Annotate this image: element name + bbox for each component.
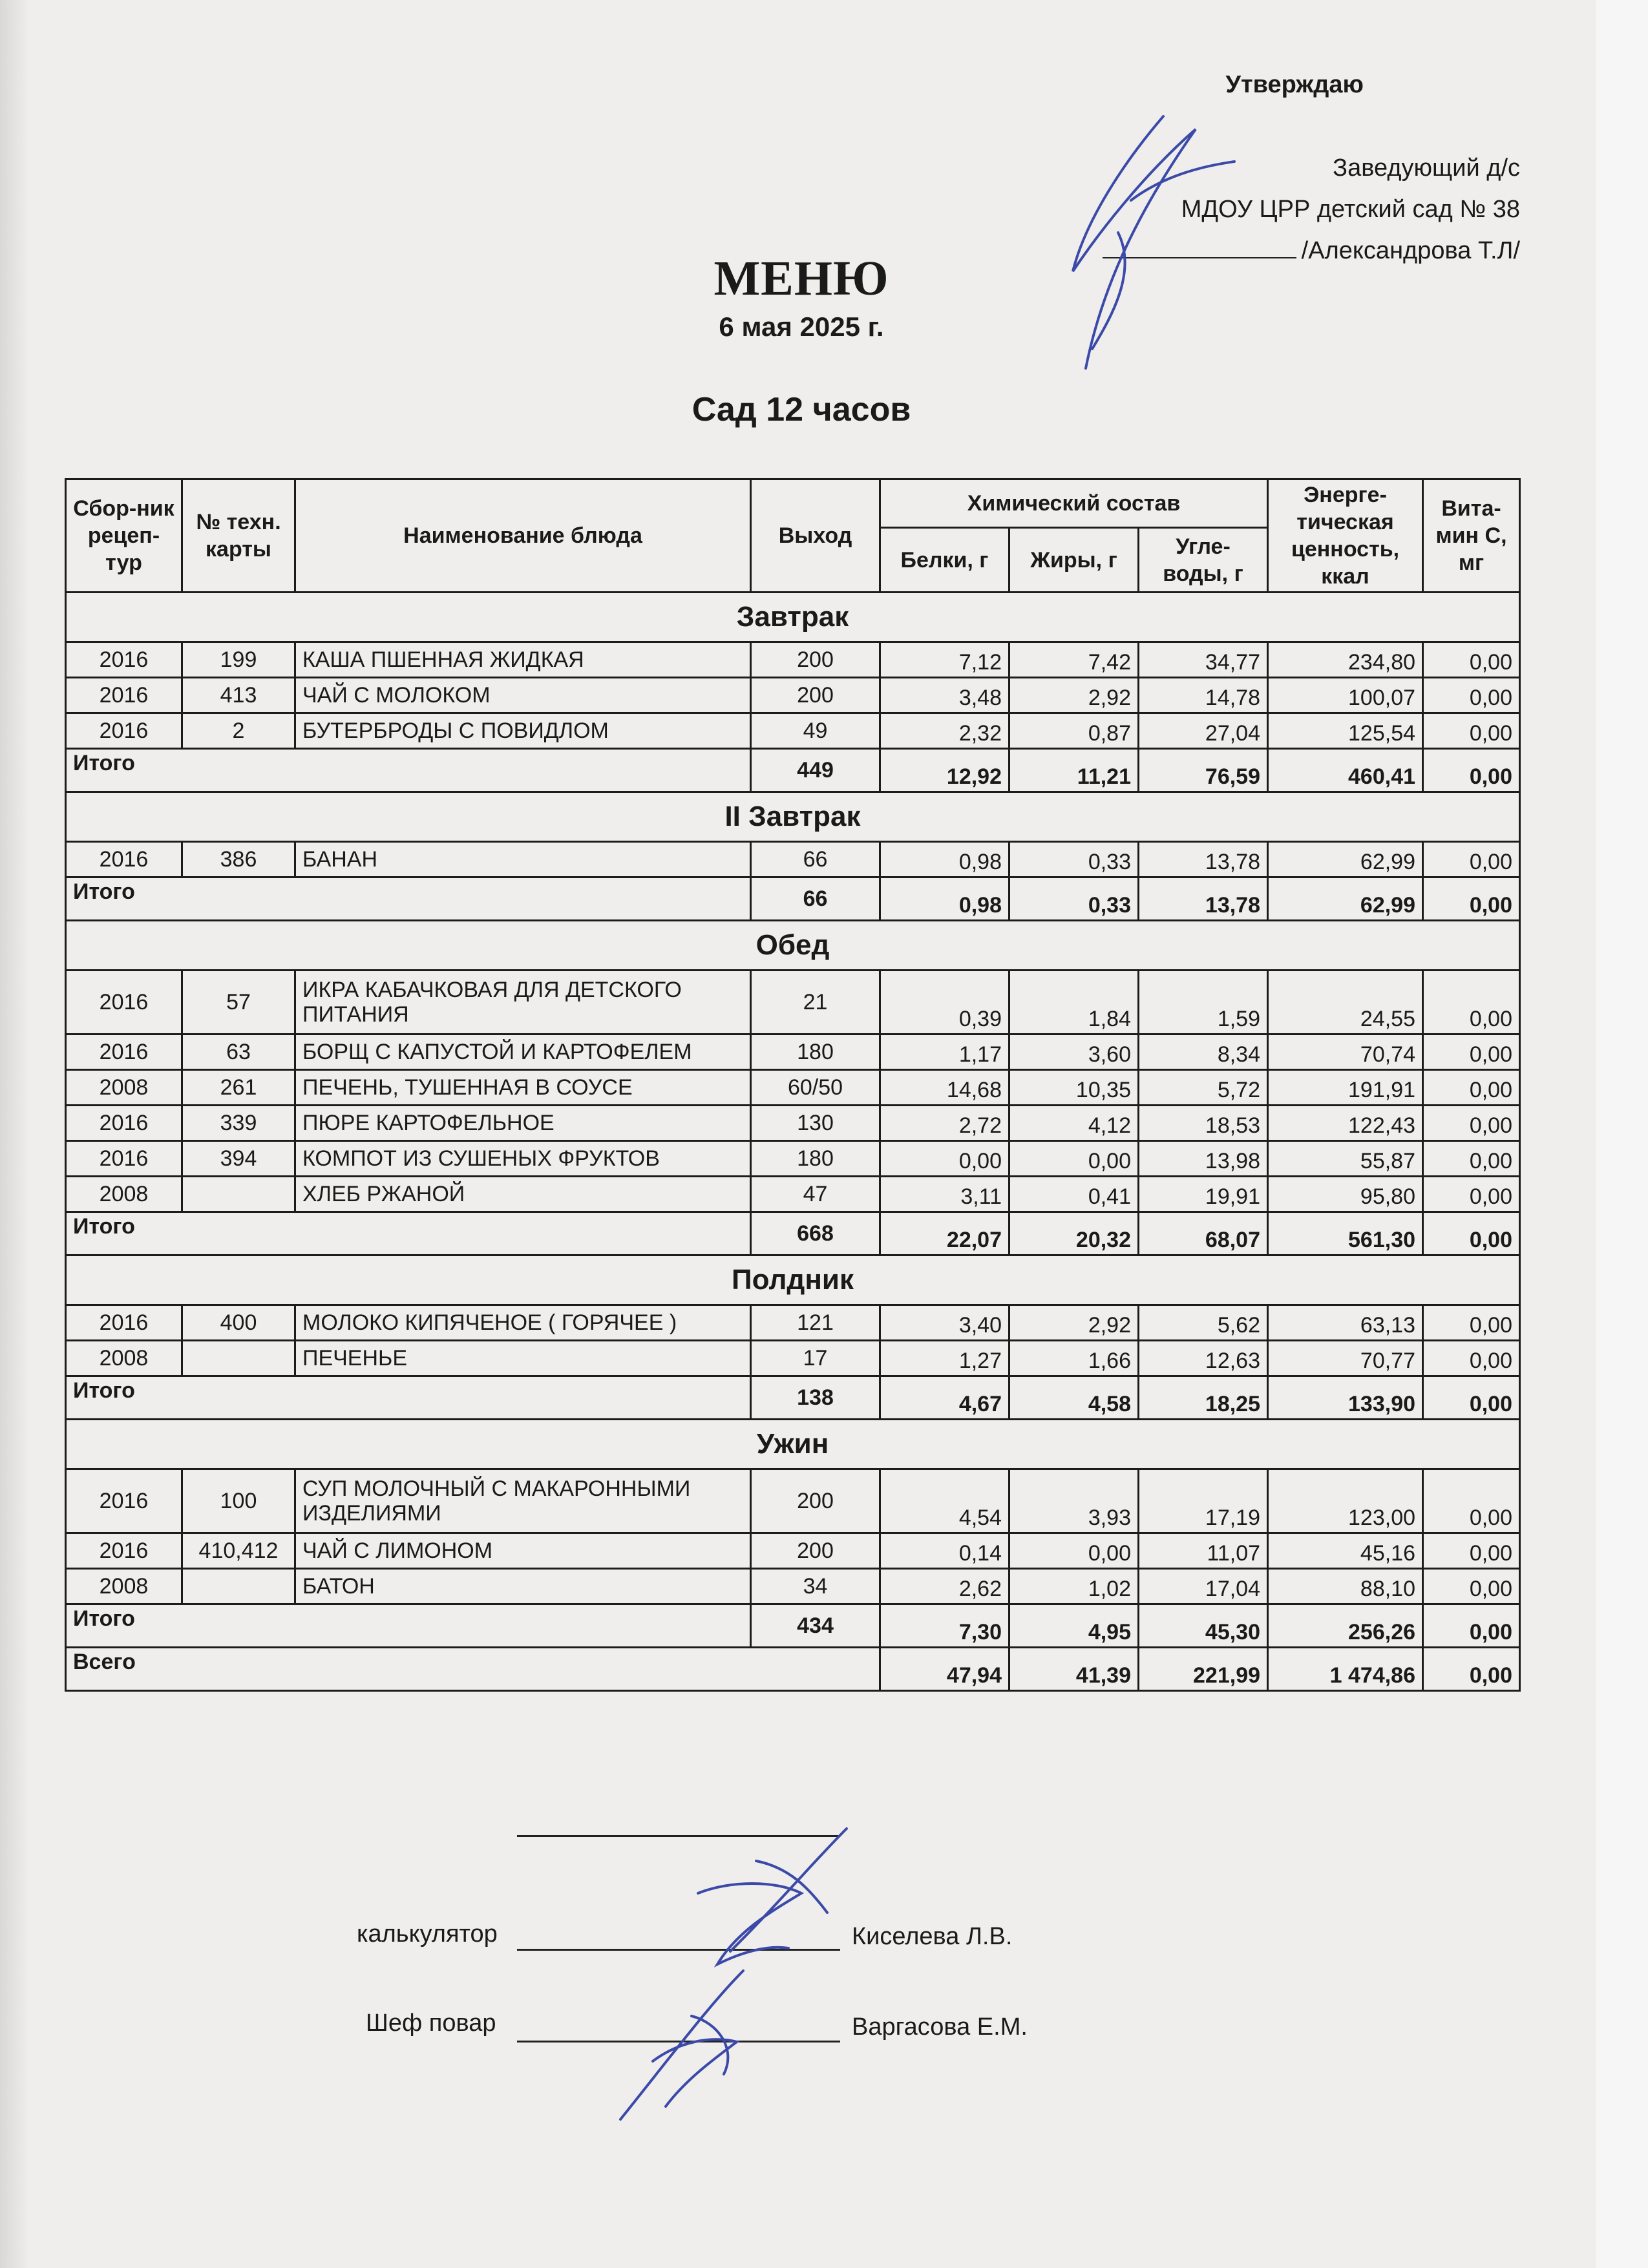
dish-name-cell: ИКРА КАБАЧКОВАЯ ДЛЯ ДЕТСКОГО ПИТАНИЯ <box>295 971 751 1034</box>
carbs-cell: 12,63 <box>1139 1341 1268 1376</box>
section-title: Обед <box>66 921 1520 971</box>
table-row <box>66 1106 1520 1141</box>
table-row <box>66 1305 1520 1341</box>
protein-cell: 3,40 <box>880 1305 1009 1341</box>
total-label: Итого <box>66 1376 751 1420</box>
page-title: МЕНЮ <box>713 251 889 306</box>
total-protein: 12,92 <box>880 749 1009 792</box>
vitamin-cell: 0,00 <box>1423 642 1520 678</box>
fat-cell: 1,84 <box>1009 971 1139 1034</box>
table-row <box>66 1141 1520 1177</box>
card-cell: 63 <box>182 1034 295 1070</box>
card-cell: 57 <box>182 971 295 1034</box>
total-protein: 7,30 <box>880 1604 1009 1648</box>
total-row <box>66 749 1520 792</box>
collection-cell: 2008 <box>66 1070 182 1106</box>
protein-cell: 0,98 <box>880 842 1009 877</box>
table-row <box>66 1070 1520 1106</box>
yield-cell: 130 <box>751 1106 880 1141</box>
grand-total-row <box>66 1648 1520 1691</box>
col-energy: Энерге-тическая ценность, ккал <box>1268 479 1423 593</box>
dish-name-cell: СУП МОЛОЧНЫЙ С МАКАРОННЫМИ ИЗДЕЛИЯМИ <box>295 1469 751 1533</box>
col-carbs: Угле-воды, г <box>1139 528 1268 593</box>
energy-cell: 88,10 <box>1268 1569 1423 1604</box>
card-cell: 100 <box>182 1469 295 1533</box>
yield-cell: 60/50 <box>751 1070 880 1106</box>
vitamin-cell: 0,00 <box>1423 1305 1520 1341</box>
yield-cell: 200 <box>751 678 880 713</box>
total-label: Итого <box>66 749 751 792</box>
table-row <box>66 1034 1520 1070</box>
protein-cell: 2,32 <box>880 713 1009 749</box>
dish-name-cell: БОРЩ С КАПУСТОЙ И КАРТОФЕЛЕМ <box>295 1034 751 1070</box>
section-header-row <box>66 792 1520 842</box>
vitamin-cell: 0,00 <box>1423 1533 1520 1569</box>
card-cell: 339 <box>182 1106 295 1141</box>
table-row <box>66 1533 1520 1569</box>
protein-cell: 4,54 <box>880 1469 1009 1533</box>
dish-name-cell: ЧАЙ С МОЛОКОМ <box>295 678 751 713</box>
total-carbs: 45,30 <box>1139 1604 1268 1648</box>
total-fat: 0,33 <box>1009 877 1139 921</box>
grand-total-vitamin: 0,00 <box>1423 1648 1520 1691</box>
vitamin-cell: 0,00 <box>1423 1034 1520 1070</box>
energy-cell: 45,16 <box>1268 1533 1423 1569</box>
table-row <box>66 971 1520 1034</box>
energy-cell: 234,80 <box>1268 642 1423 678</box>
table-row <box>66 642 1520 678</box>
fat-cell: 0,00 <box>1009 1533 1139 1569</box>
col-protein: Белки, г <box>880 528 1009 593</box>
carbs-cell: 34,77 <box>1139 642 1268 678</box>
yield-cell: 34 <box>751 1569 880 1604</box>
menu-table <box>65 478 1521 1692</box>
protein-cell: 0,14 <box>880 1533 1009 1569</box>
yield-cell: 47 <box>751 1177 880 1212</box>
carbs-cell: 19,91 <box>1139 1177 1268 1212</box>
fat-cell: 2,92 <box>1009 678 1139 713</box>
section-header-row <box>66 1420 1520 1469</box>
card-cell: 413 <box>182 678 295 713</box>
total-protein: 22,07 <box>880 1212 1009 1255</box>
yield-cell: 180 <box>751 1034 880 1070</box>
grand-total-label: Всего <box>66 1648 880 1691</box>
yield-cell: 180 <box>751 1141 880 1177</box>
collection-cell: 2016 <box>66 1141 182 1177</box>
dish-name-cell: БУТЕРБРОДЫ С ПОВИДЛОМ <box>295 713 751 749</box>
signatures <box>0 1835 1648 2158</box>
carbs-cell: 13,78 <box>1139 842 1268 877</box>
protein-cell: 3,48 <box>880 678 1009 713</box>
protein-cell: 1,27 <box>880 1341 1009 1376</box>
section-title: Завтрак <box>66 593 1520 642</box>
col-yield: Выход <box>751 479 880 593</box>
card-cell <box>182 1569 295 1604</box>
total-yield: 138 <box>751 1376 880 1420</box>
carbs-cell: 13,98 <box>1139 1141 1268 1177</box>
vitamin-cell: 0,00 <box>1423 1569 1520 1604</box>
yield-cell: 17 <box>751 1341 880 1376</box>
total-fat: 20,32 <box>1009 1212 1139 1255</box>
collection-cell: 2016 <box>66 1305 182 1341</box>
total-vitamin: 0,00 <box>1423 877 1520 921</box>
yield-cell: 200 <box>751 1533 880 1569</box>
protein-cell: 0,00 <box>880 1141 1009 1177</box>
dish-name-cell: ПЕЧЕНЬ, ТУШЕННАЯ В СОУСЕ <box>295 1070 751 1106</box>
protein-cell: 14,68 <box>880 1070 1009 1106</box>
grand-total-carbs: 221,99 <box>1139 1648 1268 1691</box>
card-cell <box>182 1177 295 1212</box>
vitamin-cell: 0,00 <box>1423 1341 1520 1376</box>
dish-name-cell: КОМПОТ ИЗ СУШЕНЫХ ФРУКТОВ <box>295 1141 751 1177</box>
col-chem: Химический состав <box>880 479 1268 528</box>
chef-role: Шеф повар <box>366 2010 496 2037</box>
total-fat: 4,95 <box>1009 1604 1139 1648</box>
card-cell: 410,412 <box>182 1533 295 1569</box>
fat-cell: 4,12 <box>1009 1106 1139 1141</box>
calculator-role: калькулятор <box>357 1920 498 1948</box>
collection-cell: 2016 <box>66 642 182 678</box>
section-header-row <box>66 921 1520 971</box>
menu-body <box>66 593 1520 1691</box>
fat-cell: 3,60 <box>1009 1034 1139 1070</box>
total-energy: 460,41 <box>1268 749 1423 792</box>
total-energy: 561,30 <box>1268 1212 1423 1255</box>
section-header-row <box>66 593 1520 642</box>
col-dish: Наименование блюда <box>295 479 751 593</box>
energy-cell: 100,07 <box>1268 678 1423 713</box>
yield-cell: 21 <box>751 971 880 1034</box>
total-carbs: 18,25 <box>1139 1376 1268 1420</box>
total-row <box>66 877 1520 921</box>
card-cell: 199 <box>182 642 295 678</box>
col-card: № техн. карты <box>182 479 295 593</box>
total-yield: 434 <box>751 1604 880 1648</box>
total-carbs: 13,78 <box>1139 877 1268 921</box>
energy-cell: 70,74 <box>1268 1034 1423 1070</box>
approver-position: Заведующий д/с <box>1333 154 1520 182</box>
vitamin-cell: 0,00 <box>1423 1106 1520 1141</box>
fat-cell: 10,35 <box>1009 1070 1139 1106</box>
protein-cell: 2,72 <box>880 1106 1009 1141</box>
total-vitamin: 0,00 <box>1423 1376 1520 1420</box>
vitamin-cell: 0,00 <box>1423 713 1520 749</box>
total-row <box>66 1376 1520 1420</box>
dish-name-cell: ХЛЕБ РЖАНОЙ <box>295 1177 751 1212</box>
approver-name: /Александрова Т.Л/ <box>1301 237 1520 264</box>
grand-total-fat: 41,39 <box>1009 1648 1139 1691</box>
card-cell: 386 <box>182 842 295 877</box>
menu-date: 6 мая 2025 г. <box>719 311 884 342</box>
approver-institution: МДОУ ЦРР детский сад № 38 <box>1181 196 1520 223</box>
fat-cell: 0,00 <box>1009 1141 1139 1177</box>
carbs-cell: 18,53 <box>1139 1106 1268 1141</box>
energy-cell: 63,13 <box>1268 1305 1423 1341</box>
fat-cell: 7,42 <box>1009 642 1139 678</box>
carbs-cell: 27,04 <box>1139 713 1268 749</box>
energy-cell: 191,91 <box>1268 1070 1423 1106</box>
carbs-cell: 8,34 <box>1139 1034 1268 1070</box>
total-protein: 0,98 <box>880 877 1009 921</box>
total-row <box>66 1604 1520 1648</box>
yield-cell: 49 <box>751 713 880 749</box>
vitamin-cell: 0,00 <box>1423 842 1520 877</box>
vitamin-cell: 0,00 <box>1423 1070 1520 1106</box>
protein-cell: 3,11 <box>880 1177 1009 1212</box>
fat-cell: 2,92 <box>1009 1305 1139 1341</box>
yield-cell: 200 <box>751 642 880 678</box>
collection-cell: 2016 <box>66 1106 182 1141</box>
energy-cell: 24,55 <box>1268 971 1423 1034</box>
dish-name-cell: БАНАН <box>295 842 751 877</box>
total-energy: 256,26 <box>1268 1604 1423 1648</box>
vitamin-cell: 0,00 <box>1423 971 1520 1034</box>
fat-cell: 1,02 <box>1009 1569 1139 1604</box>
collection-cell: 2008 <box>66 1569 182 1604</box>
menu-subtitle: Сад 12 часов <box>692 391 911 428</box>
table-row <box>66 1341 1520 1376</box>
vitamin-cell: 0,00 <box>1423 678 1520 713</box>
total-vitamin: 0,00 <box>1423 1212 1520 1255</box>
dish-name-cell: МОЛОКО КИПЯЧЕНОЕ ( ГОРЯЧЕЕ ) <box>295 1305 751 1341</box>
table-row <box>66 1469 1520 1533</box>
total-yield: 66 <box>751 877 880 921</box>
energy-cell: 70,77 <box>1268 1341 1423 1376</box>
collection-cell: 2016 <box>66 971 182 1034</box>
fat-cell: 1,66 <box>1009 1341 1139 1376</box>
total-label: Итого <box>66 877 751 921</box>
collection-cell: 2016 <box>66 678 182 713</box>
total-yield: 668 <box>751 1212 880 1255</box>
total-row <box>66 1212 1520 1255</box>
collection-cell: 2016 <box>66 1034 182 1070</box>
carbs-cell: 14,78 <box>1139 678 1268 713</box>
collection-cell: 2016 <box>66 842 182 877</box>
section-title: Полдник <box>66 1255 1520 1305</box>
carbs-cell: 1,59 <box>1139 971 1268 1034</box>
chef-name: Варгасова Е.М. <box>852 2013 1028 2041</box>
collection-cell: 2016 <box>66 1533 182 1569</box>
approve-label: Утверждаю <box>1225 71 1364 98</box>
vitamin-cell: 0,00 <box>1423 1141 1520 1177</box>
col-fat: Жиры, г <box>1009 528 1139 593</box>
fat-cell: 0,87 <box>1009 713 1139 749</box>
energy-cell: 55,87 <box>1268 1141 1423 1177</box>
total-vitamin: 0,00 <box>1423 1604 1520 1648</box>
dish-name-cell: БАТОН <box>295 1569 751 1604</box>
total-fat: 11,21 <box>1009 749 1139 792</box>
energy-cell: 122,43 <box>1268 1106 1423 1141</box>
col-collection: Сбор-ник рецеп-тур <box>66 479 182 593</box>
table-row <box>66 678 1520 713</box>
yield-cell: 200 <box>751 1469 880 1533</box>
carbs-cell: 11,07 <box>1139 1533 1268 1569</box>
fat-cell: 0,33 <box>1009 842 1139 877</box>
vitamin-cell: 0,00 <box>1423 1177 1520 1212</box>
card-cell <box>182 1341 295 1376</box>
collection-cell: 2008 <box>66 1177 182 1212</box>
table-row <box>66 1177 1520 1212</box>
dish-name-cell: ПЮРЕ КАРТОФЕЛЬНОЕ <box>295 1106 751 1141</box>
calculator-signature <box>659 1822 866 1977</box>
total-label: Итого <box>66 1212 751 1255</box>
calculator-name: Киселева Л.В. <box>852 1923 1013 1950</box>
protein-cell: 2,62 <box>880 1569 1009 1604</box>
total-label: Итого <box>66 1604 751 1648</box>
card-cell: 2 <box>182 713 295 749</box>
fat-cell: 0,41 <box>1009 1177 1139 1212</box>
collection-cell: 2016 <box>66 713 182 749</box>
carbs-cell: 17,19 <box>1139 1469 1268 1533</box>
energy-cell: 123,00 <box>1268 1469 1423 1533</box>
yield-cell: 66 <box>751 842 880 877</box>
dish-name-cell: ПЕЧЕНЬЕ <box>295 1341 751 1376</box>
col-vitamin: Вита-мин С, мг <box>1423 479 1520 593</box>
card-cell: 261 <box>182 1070 295 1106</box>
section-title: II Завтрак <box>66 792 1520 842</box>
total-energy: 62,99 <box>1268 877 1423 921</box>
table-row <box>66 1569 1520 1604</box>
protein-cell: 7,12 <box>880 642 1009 678</box>
total-protein: 4,67 <box>880 1376 1009 1420</box>
collection-cell: 2008 <box>66 1341 182 1376</box>
collection-cell: 2016 <box>66 1469 182 1533</box>
section-header-row <box>66 1255 1520 1305</box>
total-energy: 133,90 <box>1268 1376 1423 1420</box>
vitamin-cell: 0,00 <box>1423 1469 1520 1533</box>
grand-total-energy: 1 474,86 <box>1268 1648 1423 1691</box>
total-carbs: 68,07 <box>1139 1212 1268 1255</box>
energy-cell: 95,80 <box>1268 1177 1423 1212</box>
energy-cell: 125,54 <box>1268 713 1423 749</box>
grand-total-protein: 47,94 <box>880 1648 1009 1691</box>
table-row <box>66 713 1520 749</box>
carbs-cell: 5,72 <box>1139 1070 1268 1106</box>
dish-name-cell: КАША ПШЕННАЯ ЖИДКАЯ <box>295 642 751 678</box>
dish-name-cell: ЧАЙ С ЛИМОНОМ <box>295 1533 751 1569</box>
card-cell: 394 <box>182 1141 295 1177</box>
energy-cell: 62,99 <box>1268 842 1423 877</box>
total-vitamin: 0,00 <box>1423 749 1520 792</box>
protein-cell: 1,17 <box>880 1034 1009 1070</box>
card-cell: 400 <box>182 1305 295 1341</box>
carbs-cell: 5,62 <box>1139 1305 1268 1341</box>
total-yield: 449 <box>751 749 880 792</box>
carbs-cell: 17,04 <box>1139 1569 1268 1604</box>
section-title: Ужин <box>66 1420 1520 1469</box>
protein-cell: 0,39 <box>880 971 1009 1034</box>
chef-signature <box>595 1964 801 2132</box>
table-row <box>66 842 1520 877</box>
total-carbs: 76,59 <box>1139 749 1268 792</box>
fat-cell: 3,93 <box>1009 1469 1139 1533</box>
total-fat: 4,58 <box>1009 1376 1139 1420</box>
yield-cell: 121 <box>751 1305 880 1341</box>
